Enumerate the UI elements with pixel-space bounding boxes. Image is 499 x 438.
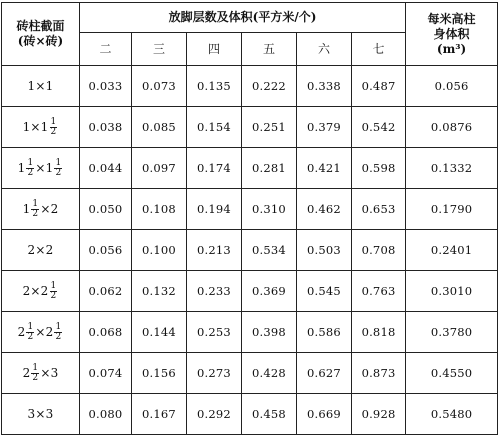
volume-per-meter-cell: 0.1790 [406,189,498,230]
volume-cell: 0.421 [297,148,352,189]
section-text: 1 [22,201,31,216]
volume-cell: 0.033 [80,66,132,107]
section-text: 3×3 [27,407,54,421]
header-volume-per-meter [406,3,498,66]
volume-cell: 0.108 [132,189,187,230]
fraction-numerator: 1 [27,321,34,332]
volume-cell: 0.222 [242,66,297,107]
table-row [2,107,498,148]
header-layer-7: 七 [352,33,406,66]
volume-cell: 0.627 [297,353,352,394]
volume-cell: 0.085 [132,107,187,148]
volume-cell: 0.428 [242,353,297,394]
row-section-cell [2,148,80,189]
row-section-cell [2,189,80,230]
fraction-denominator: 2 [32,372,39,383]
section-text: ×3 [40,365,59,380]
volume-cell: 0.062 [80,271,132,312]
section-text: ×2 [40,201,59,216]
volume-cell: 0.458 [242,394,297,435]
header-layer-3: 三 [132,33,187,66]
section-text: 2×2 [27,243,54,257]
volume-cell: 0.097 [132,148,187,189]
section-text: 2 [22,365,31,380]
volume-cell: 0.763 [352,271,406,312]
volume-cell: 0.132 [132,271,187,312]
fraction-denominator: 2 [50,126,57,137]
volume-cell: 0.156 [132,353,187,394]
fraction-denominator: 2 [27,167,34,178]
section-fraction [54,159,62,178]
volume-cell: 0.292 [187,394,242,435]
volume-per-meter-cell: 0.056 [406,66,498,107]
header-volume-unit: (m³) [436,41,467,56]
fraction-numerator: 1 [32,198,39,209]
volume-cell: 0.073 [132,66,187,107]
header-column-section-line1: 砖柱截面 [16,19,65,33]
section-text: ×2 [35,324,54,339]
table-row [2,394,498,435]
volume-cell: 0.044 [80,148,132,189]
volume-cell: 0.251 [242,107,297,148]
section-fraction [26,159,34,178]
section-fraction [50,118,58,137]
volume-cell: 0.253 [187,312,242,353]
volume-cell: 0.273 [187,353,242,394]
volume-cell: 0.653 [352,189,406,230]
brick-column-footing-table [1,2,498,435]
fraction-denominator: 2 [27,331,34,342]
volume-cell: 0.928 [352,394,406,435]
volume-per-meter-cell: 0.1332 [406,148,498,189]
fraction-denominator: 2 [50,290,57,301]
fraction-numerator: 1 [32,362,39,373]
table-row [2,230,498,271]
table-row [2,189,498,230]
section-fraction [31,200,39,219]
volume-cell: 0.398 [242,312,297,353]
section-text: 1 [17,160,26,175]
volume-cell: 0.068 [80,312,132,353]
volume-cell: 0.281 [242,148,297,189]
volume-cell: 0.542 [352,107,406,148]
volume-cell: 0.534 [242,230,297,271]
header-layer-group: 放脚层数及体积(平方米/个) [80,3,406,33]
header-layer-2: 二 [80,33,132,66]
volume-per-meter-cell: 0.3780 [406,312,498,353]
fraction-denominator: 2 [55,167,62,178]
volume-cell: 0.669 [297,394,352,435]
volume-cell: 0.100 [132,230,187,271]
volume-cell: 0.873 [352,353,406,394]
row-section-cell [2,66,80,107]
row-section-cell [2,353,80,394]
fraction-numerator: 1 [27,157,34,168]
volume-cell: 0.213 [187,230,242,271]
fraction-numerator: 1 [55,157,62,168]
fraction-numerator: 1 [55,321,62,332]
volume-cell: 0.310 [242,189,297,230]
volume-cell: 0.167 [132,394,187,435]
volume-cell: 0.233 [187,271,242,312]
volume-cell: 0.056 [80,230,132,271]
header-volume-line2: 身体积 [433,26,470,41]
volume-cell: 0.487 [352,66,406,107]
header-layer-6: 六 [297,33,352,66]
row-section-cell [2,230,80,271]
volume-cell: 0.050 [80,189,132,230]
volume-cell: 0.462 [297,189,352,230]
volume-cell: 0.545 [297,271,352,312]
fraction-numerator: 1 [50,280,57,291]
volume-cell: 0.080 [80,394,132,435]
section-text: 2×2 [22,283,49,298]
table-row [2,271,498,312]
volume-per-meter-cell: 0.0876 [406,107,498,148]
volume-cell: 0.038 [80,107,132,148]
section-fraction [54,323,62,342]
section-text: 1×1 [22,119,49,134]
volume-cell: 0.338 [297,66,352,107]
volume-cell: 0.818 [352,312,406,353]
volume-cell: 0.586 [297,312,352,353]
volume-per-meter-cell: 0.4550 [406,353,498,394]
table-row [2,353,498,394]
table-row [2,66,498,107]
header-column-section-line2: (砖×砖) [17,34,64,48]
volume-per-meter-cell: 0.5480 [406,394,498,435]
section-text: ×1 [35,160,54,175]
volume-per-meter-cell: 0.2401 [406,230,498,271]
volume-cell: 0.194 [187,189,242,230]
header-volume-line1: 每米高柱 [427,11,476,26]
table-row [2,312,498,353]
section-fraction [26,323,34,342]
section-text: 2 [17,324,26,339]
volume-cell: 0.174 [187,148,242,189]
row-section-cell [2,107,80,148]
volume-cell: 0.074 [80,353,132,394]
volume-cell: 0.379 [297,107,352,148]
volume-cell: 0.503 [297,230,352,271]
fraction-numerator: 1 [50,116,57,127]
section-fraction [31,364,39,383]
volume-per-meter-cell: 0.3010 [406,271,498,312]
section-text: 1×1 [27,79,54,93]
volume-cell: 0.369 [242,271,297,312]
table-row [2,148,498,189]
section-fraction [50,282,58,301]
volume-cell: 0.598 [352,148,406,189]
volume-cell: 0.144 [132,312,187,353]
header-layer-5: 五 [242,33,297,66]
row-section-cell [2,394,80,435]
row-section-cell [2,271,80,312]
volume-cell: 0.135 [187,66,242,107]
row-section-cell [2,312,80,353]
header-layer-4: 四 [187,33,242,66]
volume-cell: 0.708 [352,230,406,271]
volume-cell: 0.154 [187,107,242,148]
fraction-denominator: 2 [55,331,62,342]
fraction-denominator: 2 [32,208,39,219]
header-column-section [2,3,80,66]
